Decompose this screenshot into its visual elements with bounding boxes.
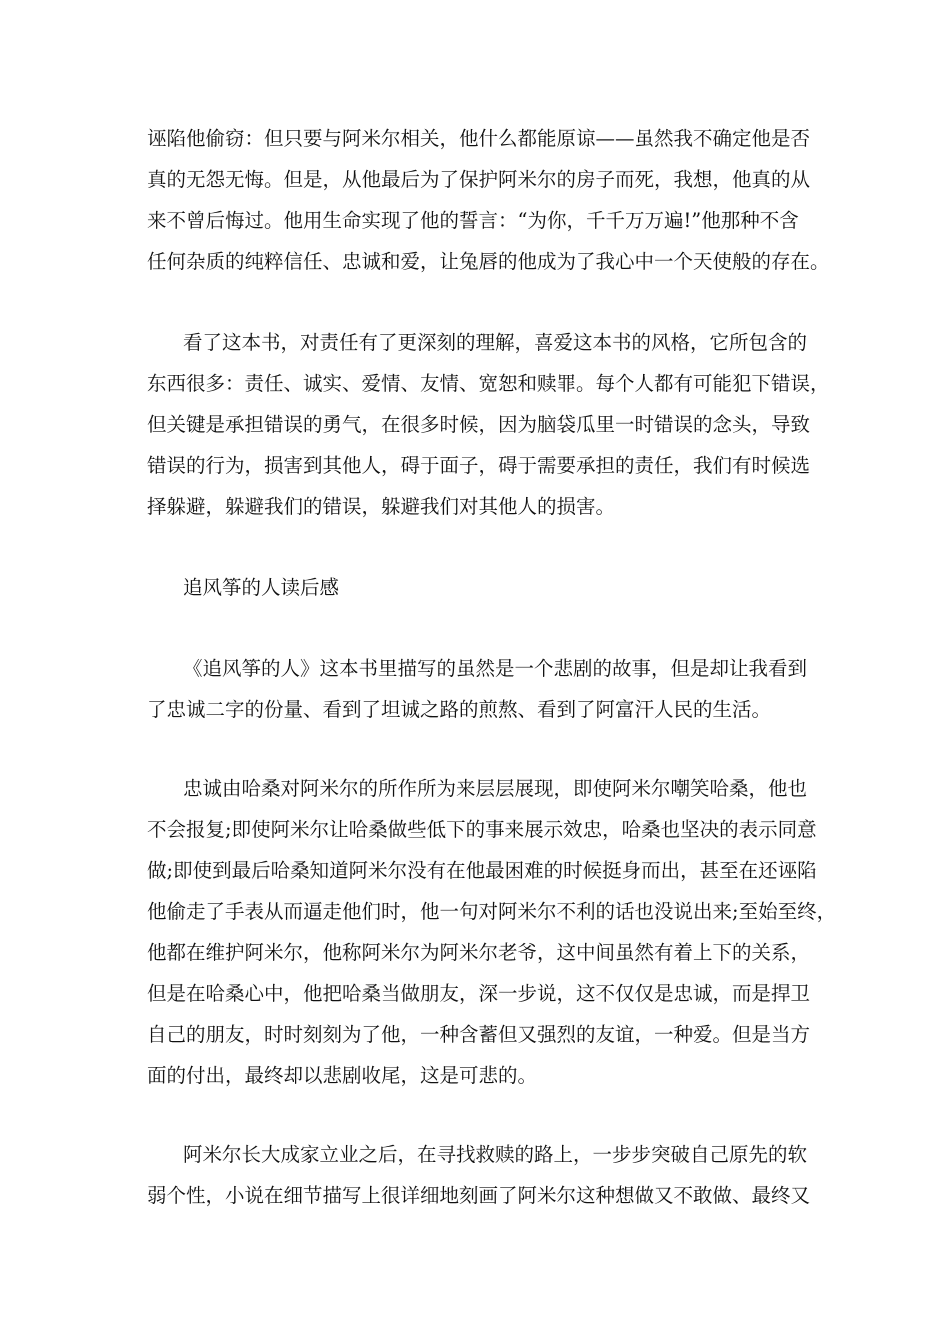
text-line: 了忠诚二字的份量、看到了坦诚之路的煎熬、看到了阿富汗人民的生活。 (147, 698, 772, 721)
text-line: 东西很多：责任、诚实、爱情、友情、宽恕和赎罪。每个人都有可能犯下错误， (147, 372, 830, 395)
text-line: 他偷走了手表从而逼走他们时，他一句对阿米尔不利的话也没说出来;至始至终， (147, 900, 837, 923)
text-line: 错误的行为，损害到其他人，碍于面子，碍于需要承担的责任，我们有时候选 (147, 454, 811, 477)
text-line: 《追风筝的人》这本书里描写的虽然是一个悲剧的故事，但是却让我看到 (183, 657, 808, 680)
text-line: 但关键是承担错误的勇气，在很多时候，因为脑袋瓜里一时错误的念头，导致 (147, 413, 811, 436)
text-line: 来不曾后悔过。他用生命实现了他的誓言：“为你，千千万万遍!”他那种不含 (147, 209, 799, 232)
text-line: 不会报复;即使阿米尔让哈桑做些低下的事来展示效忠，哈桑也坚决的表示同意 (147, 818, 817, 841)
text-line: 看了这本书，对责任有了更深刻的理解，喜爱这本书的风格，它所包含的 (183, 331, 808, 354)
section-heading: 追风筝的人读后感 (183, 576, 340, 599)
text-line: 阿米尔长大成家立业之后，在寻找救赎的路上，一步步突破自己原先的软 (183, 1143, 808, 1166)
text-line: 任何杂质的纯粹信任、忠诚和爱，让兔唇的他成为了我心中一个天使般的存在。 (147, 250, 830, 273)
text-line: 但是在哈桑心中，他把哈桑当做朋友，深一步说，这不仅仅是忠诚，而是捍卫 (147, 982, 811, 1005)
text-line: 面的付出，最终却以悲剧收尾，这是可悲的。 (147, 1064, 538, 1087)
text-line: 诬陷他偷窃：但只要与阿米尔相关，他什么都能原谅——虽然我不确定他是否 (147, 127, 811, 150)
text-line: 做;即使到最后哈桑知道阿米尔没有在他最困难的时候挺身而出，甚至在还诬陷 (147, 859, 817, 882)
text-line: 他都在维护阿米尔，他称阿米尔为阿米尔老爷，这中间虽然有着上下的关系， (147, 941, 811, 964)
text-line: 忠诚由哈桑对阿米尔的所作所为来层层展现，即使阿米尔嘲笑哈桑，他也 (183, 777, 808, 800)
text-line: 弱个性，小说在细节描写上很详细地刻画了阿米尔这种想做又不敢做、最终又 (147, 1184, 811, 1207)
text-line: 自己的朋友，时时刻刻为了他，一种含蓄但又强烈的友谊，一种爱。但是当方 (147, 1023, 811, 1046)
text-line: 真的无怨无悔。但是，从他最后为了保护阿米尔的房子而死，我想，他真的从 (147, 168, 811, 191)
text-line: 择躲避，躲避我们的错误，躲避我们对其他人的损害。 (147, 495, 616, 518)
